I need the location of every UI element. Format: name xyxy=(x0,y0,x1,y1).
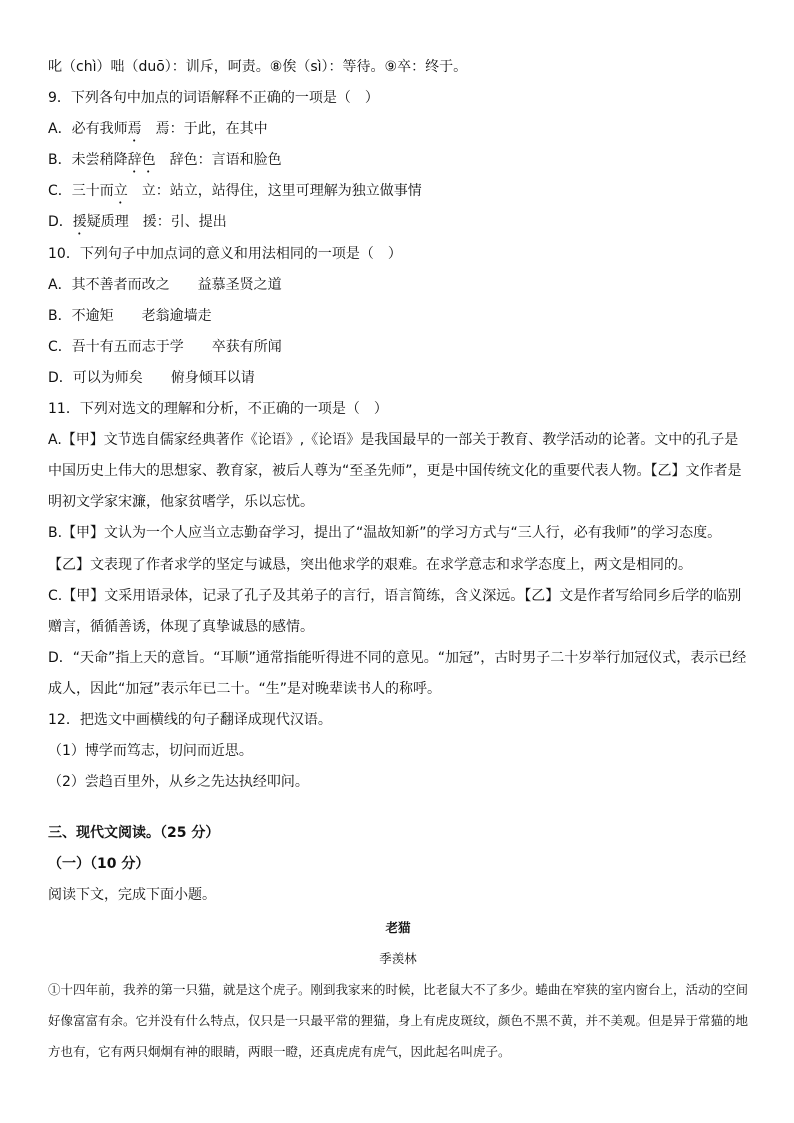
question-11-option-d: D．“天命”指上天的意旨。“耳顺”通常指能听得进不同的意见。“加冠”，古时男子二十岁举行加冠仪式，表示已经成人，因此“加冠”表示年已二十。“生”是对晚辈读书人的称呼。 xyxy=(48,649,747,697)
article-title: 老猫 xyxy=(385,919,411,935)
question-9-option-b: B．未尝稍降辞色 辞色：言语和脸色 xyxy=(48,152,282,169)
question-11-option-a: A.【甲】文节选自儒家经典著作《论语》,《论语》是我国最早的一部关于教育、教学活动的论著。文中的孔子是中国历史上伟大的思想家、教育家，被后人尊为“至圣先师”，更是中国传统文化的重要代表人物。【乙】文作者是明初文学家宋濂，他家贫嗜学，乐以忘忧。 xyxy=(48,432,742,511)
question-12-item-1: （1）博学而笃志，切问而近思。 xyxy=(48,743,253,760)
dotted-word: 焉 xyxy=(127,121,142,138)
dotted-word: 辞色 xyxy=(127,152,156,169)
section-heading: 三、现代文阅读。（25 分） xyxy=(48,825,220,842)
question-10-option-a: A．其不善者而改之 益慕圣贤之道 xyxy=(48,276,282,293)
question-9-option-a: A．必有我师焉 焉：于此，在其中 xyxy=(48,121,268,138)
question-9-option-c: C．三十而立 立：站立，站得住，这里可理解为独立做事情 xyxy=(48,183,422,200)
dotted-word: 援 xyxy=(72,214,87,231)
dotted-word: 立 xyxy=(113,183,128,200)
annotation-line: 叱（chì）咄（duō）：训斥，呵责。⑧俟（sì）：等待。⑨卒：终于。 xyxy=(48,59,468,75)
option-gloss: 辞色：言语和脸色 xyxy=(169,152,282,169)
question-11-option-c: C.【甲】文采用语录体，记录了孔子及其弟子的言行，语言简练，含义深远。【乙】文是作者写给同乡后学的临别赠言，循循善诱，体现了真挚诚恳的感情。 xyxy=(48,587,742,635)
question-11-option-b: B.【甲】文认为一个人应当立志勤奋学习，提出了“温故知新”的学习方式与“三人行，必有我师”的学习态度。【乙】文表现了作者求学的坚定与诚恳，突出他求学的艰难。在求学意志和求学态度上，两文是相同的。 xyxy=(48,525,722,573)
question-12-item-2: （2）尝趋百里外，从乡之先达执经叩问。 xyxy=(48,774,309,791)
question-12-stem: 12．把选文中画横线的句子翻译成现代汉语。 xyxy=(48,711,332,728)
question-11-stem: 11．下列对选文的理解和分析，不正确的一项是（ ） xyxy=(48,401,388,418)
question-10-option-b: B．不逾矩 老翁逾墙走 xyxy=(48,307,212,324)
question-9-stem: 9．下列各句中加点的词语解释不正确的一项是（ ） xyxy=(48,90,379,107)
subsection-heading: （一）（10 分） xyxy=(48,856,150,873)
question-10-stem: 10．下列句子中加点词的意义和用法相同的一项是（ ） xyxy=(48,245,402,262)
option-gloss: 焉：于此，在其中 xyxy=(155,121,268,138)
question-10-option-c: C．吾十有五而志于学 卒获有所闻 xyxy=(48,338,282,355)
question-9-option-d: D．援疑质理 援：引、提出 xyxy=(48,214,227,231)
reading-instruction: 阅读下文，完成下面小题。 xyxy=(48,887,216,904)
option-gloss: 援：引、提出 xyxy=(142,214,227,231)
question-10-option-d: D．可以为师矣 俯身倾耳以请 xyxy=(48,369,255,386)
option-gloss: 立：站立，站得住，这里可理解为独立做事情 xyxy=(141,183,422,200)
article-paragraph: ①十四年前，我养的第一只猫，就是这个虎子。刚到我家来的时候，比老鼠大不了多少。蜷曲在窄狭的室内窗台上，活动的空间好像富富有余。它并没有什么特点，仅只是一只最平常的狸猫，身上有虎皮斑纹，颜色不黑不黄，并不美观。但是异于常猫的地方也有，它有两只炯炯有神的眼睛，两眼一瞪，还真虎虎有虎气，因此起名叫虎子。 xyxy=(48,981,749,1059)
document-page xyxy=(48,52,748,1067)
article-author: 季羡林 xyxy=(379,950,417,966)
